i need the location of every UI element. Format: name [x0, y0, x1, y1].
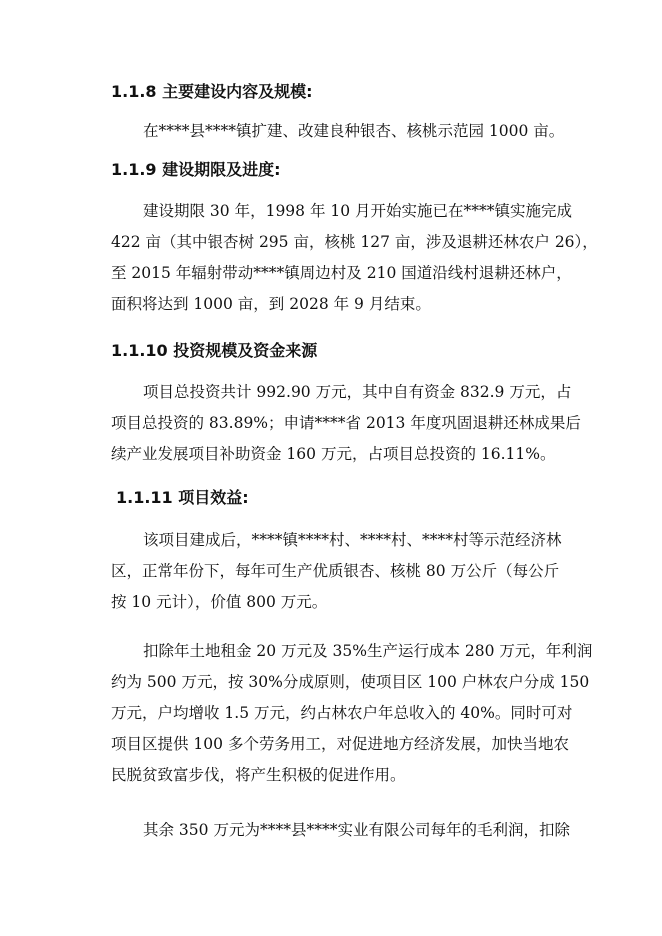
paragraph-line: 项目总投资共计 992.90 万元，其中自有资金 832.9 万元，占: [143, 383, 572, 401]
paragraph-benefits-output: [111, 525, 601, 618]
paragraph-line: 约为 500 万元，按 30%分成原则，使项目区 100 户林农户分成 150: [111, 673, 590, 691]
paragraph-benefits-profit: [111, 636, 601, 791]
paragraph-line: 续产业发展项目补助资金 160 万元，占项目总投资的 16.11%。: [111, 445, 556, 463]
paragraph-line: 至 2015 年辐射带动****镇周边村及 210 国道沿线村退耕还林户，: [111, 264, 572, 282]
paragraph-line: 民脱贫致富步伐，将产生积极的促进作用。: [111, 766, 406, 784]
section-heading-1-1-10: 1.1.10 投资规模及资金来源: [111, 341, 318, 360]
paragraph-line: 按 10 元计），价值 800 万元。: [111, 593, 328, 611]
paragraph-investment: [111, 377, 601, 470]
paragraph-line: 项目总投资的 83.89%；申请****省 2013 年度巩固退耕还林成果后: [111, 414, 581, 432]
paragraph-line: 其余 350 万元为****县****实业有限公司每年的毛利润，扣除: [143, 821, 570, 839]
paragraph-line: 区，正常年份下，每年可生产优质银杏、核桃 80 万公斤（每公斤: [111, 562, 560, 580]
paragraph-line: 在****县****镇扩建、改建良种银杏、核桃示范园 1000 亩。: [143, 122, 565, 140]
paragraph-line: 422 亩（其中银杏树 295 亩，核桃 127 亩，涉及退耕还林农户 26），: [111, 233, 598, 251]
section-heading-1-1-8: 1.1.8 主要建设内容及规模:: [111, 82, 313, 101]
paragraph-construction-content: [111, 116, 601, 147]
paragraph-line: 面积将达到 1000 亩，到 2028 年 9 月结束。: [111, 295, 431, 313]
section-heading-1-1-11: 1.1.11 项目效益:: [116, 488, 249, 507]
paragraph-line: 项目区提供 100 多个劳务用工，对促进地方经济发展，加快当地农: [111, 735, 569, 753]
paragraph-line: 建设期限 30 年，1998 年 10 月开始实施已在****镇实施完成: [143, 202, 573, 220]
paragraph-line: 万元，户均增收 1.5 万元，约占林农户年总收入的 40%。同时可对: [111, 704, 573, 722]
paragraph-line: 扣除年土地租金 20 万元及 35%生产运行成本 280 万元，年利润: [143, 642, 593, 660]
paragraph-line: 该项目建成后，****镇****村、****村、****村等示范经济林: [143, 531, 562, 549]
paragraph-benefits-remainder: [111, 815, 601, 846]
section-heading-1-1-9: 1.1.9 建设期限及进度:: [111, 160, 281, 179]
paragraph-construction-period: [111, 196, 601, 320]
